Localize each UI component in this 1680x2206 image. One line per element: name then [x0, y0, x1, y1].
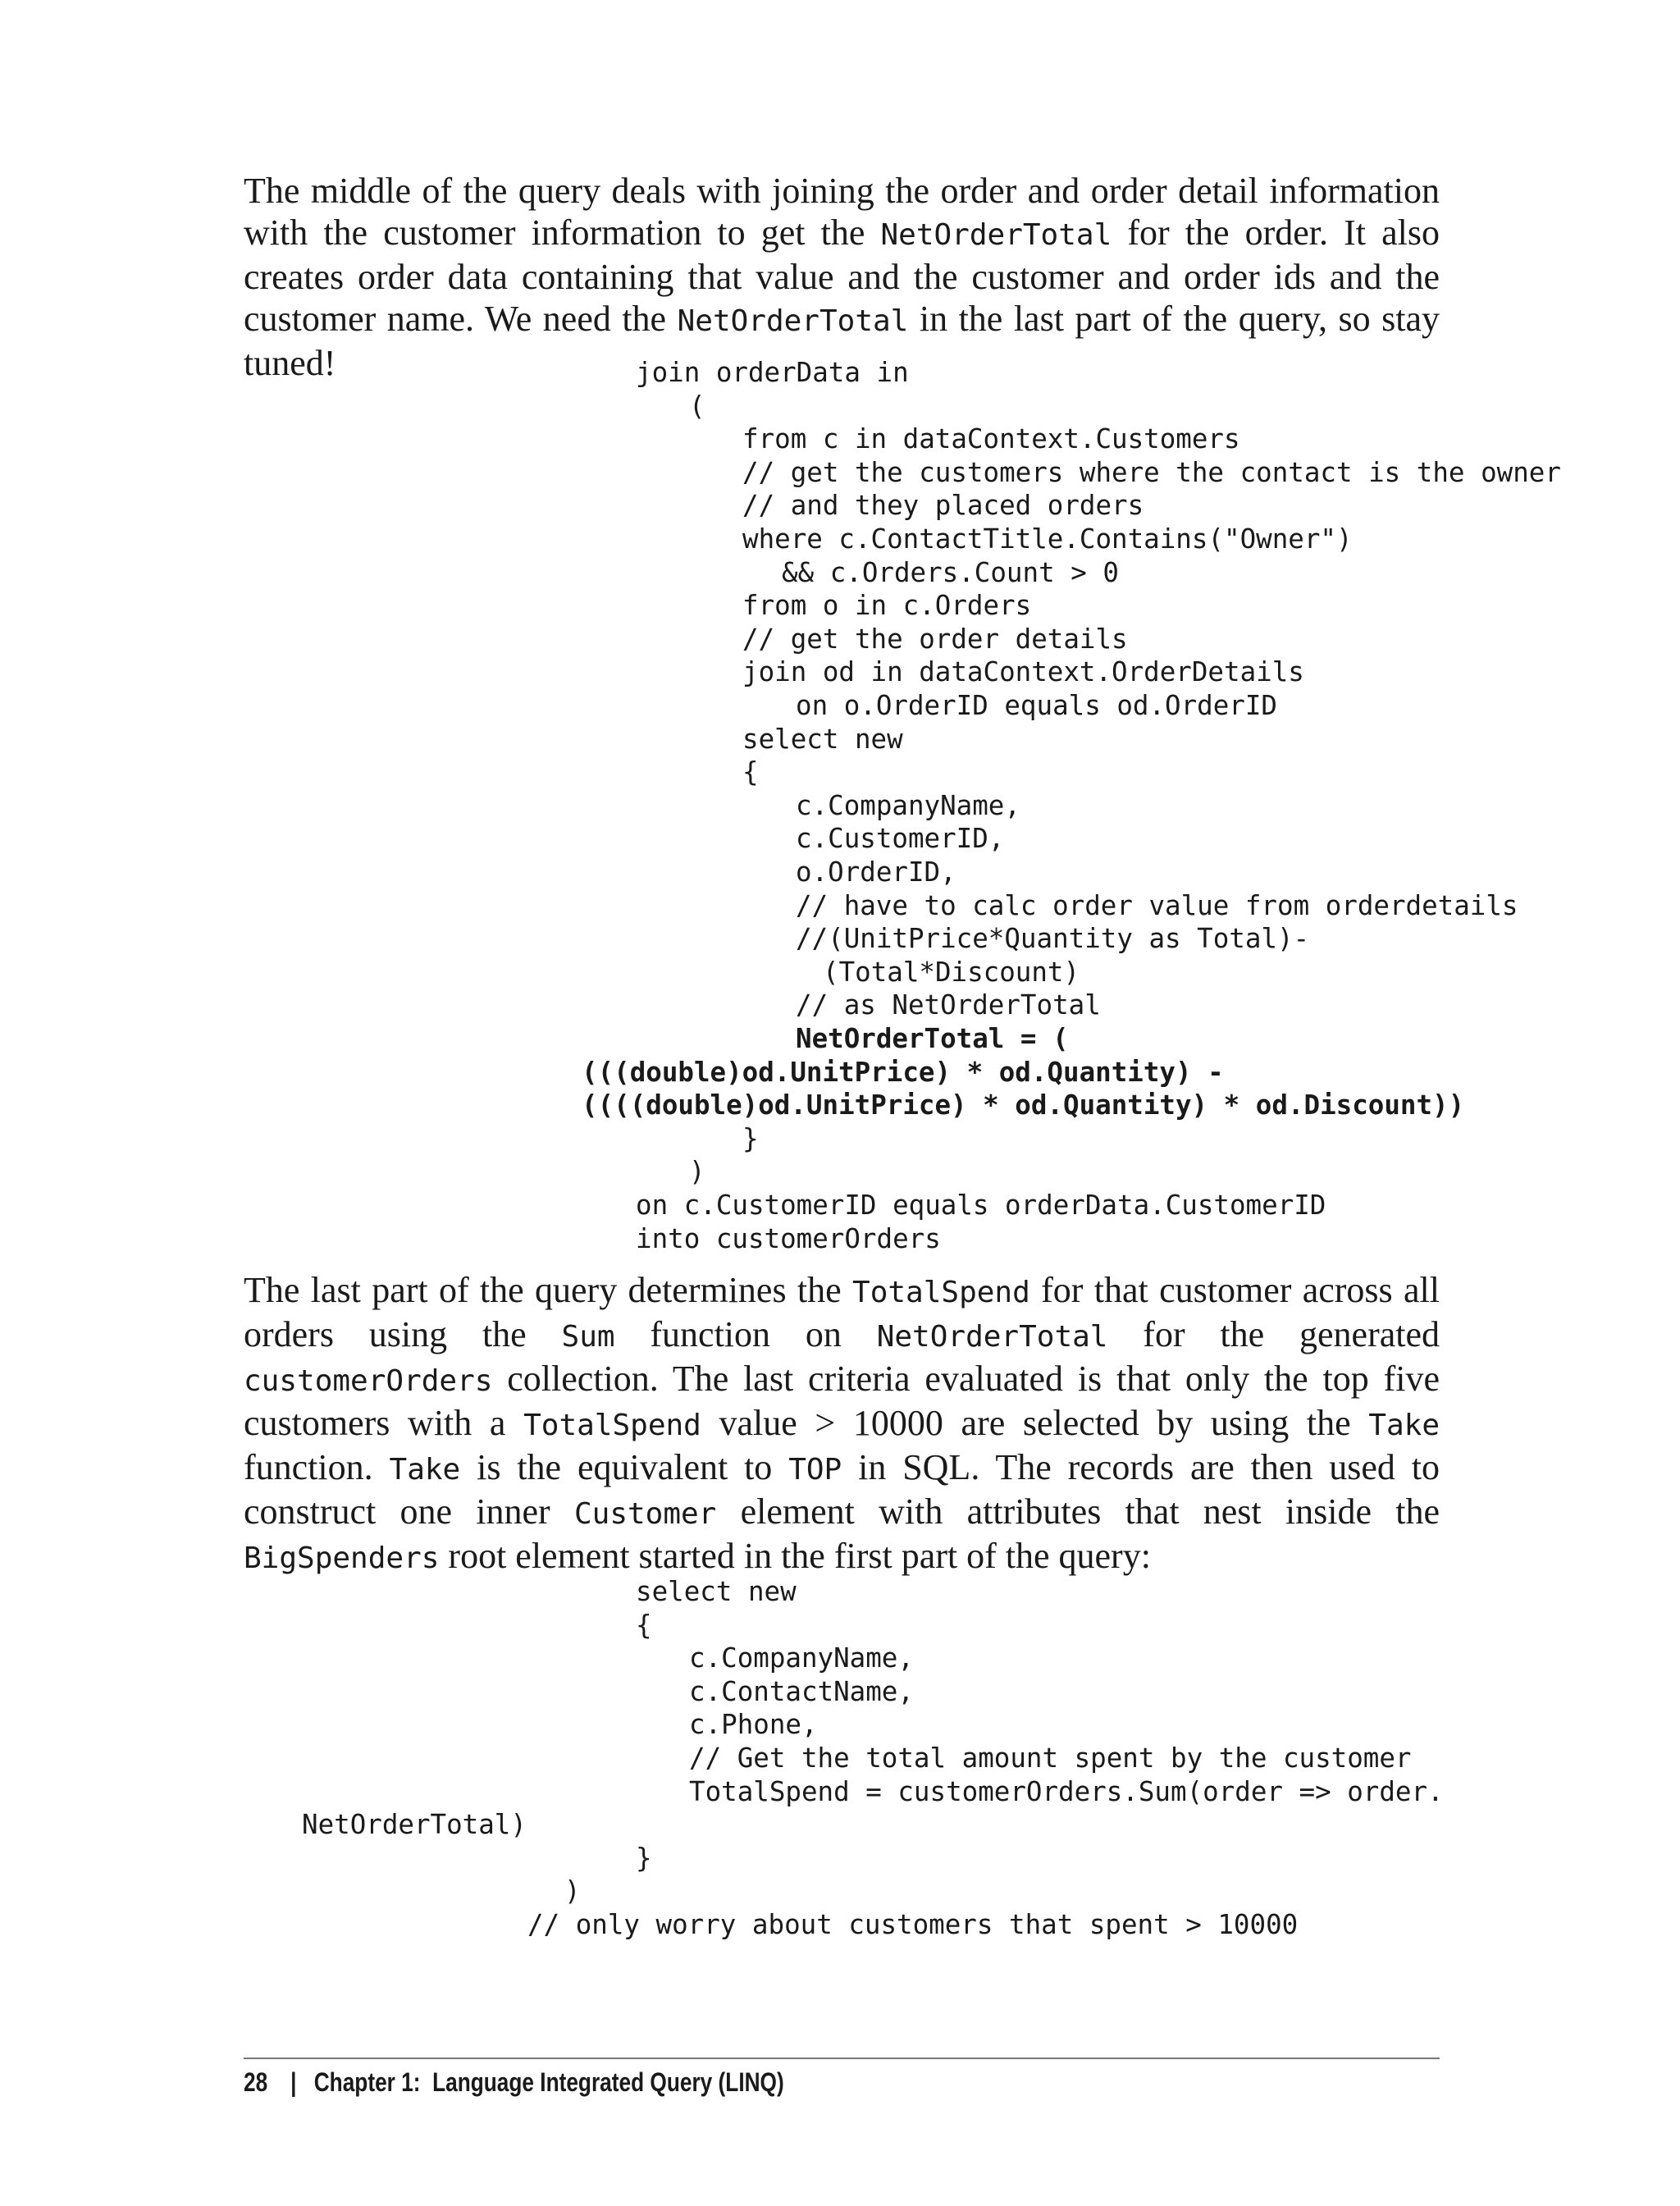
- code-line: // get the customers where the contact is the owner: [742, 456, 1561, 488]
- code-line: select new: [742, 723, 903, 755]
- inline-code: NetOrderTotal: [876, 1320, 1108, 1354]
- footer-separator: |: [290, 2067, 297, 2097]
- code-line: into customerOrders: [636, 1222, 941, 1254]
- code-line: c.CustomerID,: [796, 823, 1005, 855]
- code-line: c.Phone,: [689, 1709, 818, 1741]
- code-line: NetOrderTotal): [302, 1809, 527, 1841]
- code-line: o.OrderID,: [796, 856, 956, 888]
- inline-code: TotalSpend: [852, 1276, 1030, 1309]
- code-line: on c.CustomerID equals orderData.CustomerID: [636, 1190, 1326, 1221]
- body-paragraph-2: [244, 1269, 1440, 1579]
- body-paragraph-1: [244, 170, 1440, 384]
- code-line: ((((double)od.UnitPrice) * od.Quantity) * od.Discount)): [582, 1089, 1465, 1121]
- text-run: The middle of the query deals with joining the order and order detail information with the customer information to get the: [244, 171, 1440, 253]
- inline-code: customerOrders: [244, 1364, 493, 1398]
- code-line: ): [564, 1875, 581, 1907]
- inline-code: TOP: [788, 1453, 842, 1487]
- code-line: (Total*Discount): [823, 956, 1080, 988]
- text-run: collection. The last criteria evaluated is that only the top five customers with a: [244, 1359, 1440, 1443]
- code-line: // Get the total amount spent by the customer: [689, 1742, 1412, 1774]
- code-line: where c.ContactTitle.Contains("Owner"): [742, 523, 1353, 555]
- chapter-title: Chapter 1: Language Integrated Query (LINQ): [313, 2067, 784, 2097]
- inline-code: Customer: [573, 1497, 717, 1531]
- page-footer: [244, 2062, 784, 2103]
- text-run: for the generated: [1107, 1314, 1440, 1354]
- code-line: }: [636, 1842, 652, 1874]
- inline-code: Take: [389, 1453, 461, 1487]
- inline-code: Sum: [561, 1320, 615, 1354]
- code-line: select new: [636, 1576, 797, 1607]
- inline-code: Take: [1368, 1409, 1440, 1442]
- code-line: {: [742, 756, 759, 788]
- code-line: TotalSpend = customerOrders.Sum(order => order.: [689, 1775, 1444, 1807]
- code-line: // have to calc order value from orderdetails: [796, 889, 1518, 921]
- text-run: root element started in the first part of the query:: [439, 1536, 1151, 1576]
- code-line: (: [689, 390, 705, 422]
- code-line: c.ContactName,: [689, 1675, 914, 1707]
- code-line: join orderData in: [636, 357, 909, 388]
- code-line: && c.Orders.Count > 0: [782, 556, 1119, 588]
- code-line: from o in c.Orders: [742, 590, 1032, 622]
- code-line: (((double)od.UnitPrice) * od.Quantity) -: [582, 1056, 1224, 1088]
- code-line: {: [636, 1609, 652, 1641]
- code-line: ): [689, 1156, 705, 1188]
- inline-code: TotalSpend: [523, 1409, 701, 1442]
- code-line: // only worry about customers that spent > 10000: [527, 1909, 1299, 1940]
- text-run: in the last part of the query, so stay tuned!: [244, 299, 1440, 383]
- code-line: // get the order details: [742, 623, 1128, 655]
- inline-code: NetOrderTotal: [677, 304, 909, 338]
- text-run: function on: [614, 1314, 877, 1354]
- footer-rule: [244, 2058, 1440, 2059]
- code-line: }: [742, 1122, 759, 1154]
- code-line: c.CompanyName,: [796, 789, 1020, 821]
- inline-code: BigSpenders: [244, 1541, 440, 1575]
- code-line: on o.OrderID equals od.OrderID: [796, 690, 1277, 721]
- inline-code: NetOrderTotal: [880, 218, 1112, 252]
- text-run: element with attributes that nest inside the: [716, 1491, 1440, 1532]
- code-line: // and they placed orders: [742, 490, 1144, 522]
- code-line: NetOrderTotal = (: [796, 1023, 1069, 1054]
- code-line: //(UnitPrice*Quantity as Total)-: [796, 923, 1310, 955]
- code-line: c.CompanyName,: [689, 1642, 914, 1674]
- text-run: in SQL. The records are then used to construct one inner: [244, 1447, 1440, 1532]
- code-line: join od in dataContext.OrderDetails: [742, 656, 1304, 688]
- text-run: for that customer across all orders using the: [244, 1270, 1440, 1354]
- text-run: function.: [244, 1447, 390, 1487]
- text-run: The last part of the query determines the: [244, 1270, 853, 1310]
- page-number: 28: [244, 2067, 268, 2097]
- text-run: is the equivalent to: [460, 1447, 789, 1487]
- code-line: from c in dataContext.Customers: [742, 423, 1240, 455]
- code-line: // as NetOrderTotal: [796, 989, 1101, 1021]
- text-run: value > 10000 are selected by using the: [701, 1403, 1369, 1443]
- text-run: for the order. It also creates order data containing that value and the customer and order ids and the customer name. We need the: [244, 212, 1440, 339]
